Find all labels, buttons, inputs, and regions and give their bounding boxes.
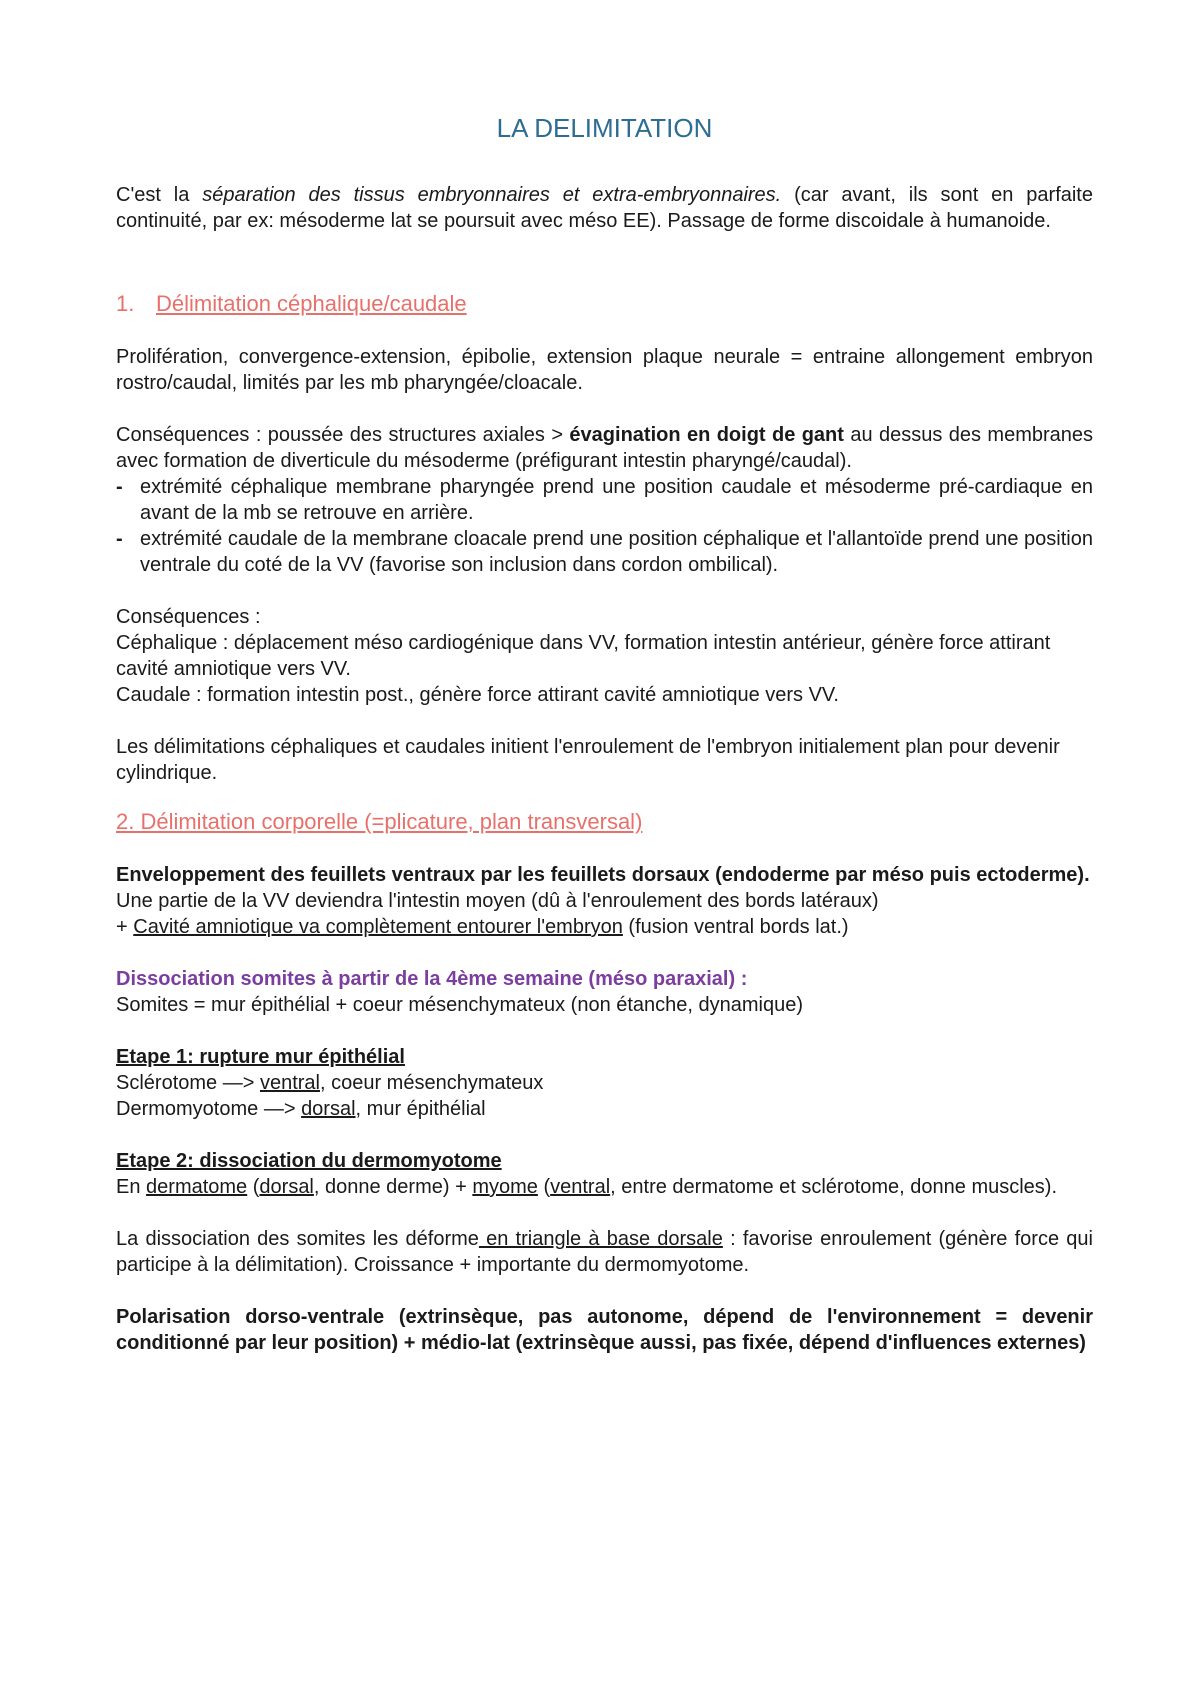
triangle-paragraph — [116, 1226, 1093, 1278]
dash-bullet: - — [116, 476, 123, 498]
etape-1-line-1 — [116, 1070, 1093, 1096]
etape-1-l2-u: dorsal — [301, 1098, 356, 1120]
section-2-line-2 — [116, 914, 1093, 940]
e2-en: En — [116, 1176, 147, 1198]
list-item-text: extrémité céphalique membrane pharyngée prend une position caudale et mésoderme pré-cardiaque en avant de la mb se retrouve en arrière. — [140, 476, 1093, 524]
etape-1-l1-u: ventral — [259, 1072, 320, 1094]
e2-end: , entre dermatome et sclérotome, donne muscles). — [610, 1176, 1058, 1198]
list-item-text: extrémité caudale de la membrane cloacale prend une position céphalique et l'allantoïde prend une position ventrale du coté de la VV (favorise son inclusion dans cordon ombilical). — [140, 528, 1093, 576]
section-1-number: 1. — [116, 291, 135, 316]
p2-text-c: au dessus des membranes avec formation de diverticule du mésoderme (préfigurant intestin pharyngé/caudal). — [116, 424, 1094, 472]
etape-1-l1-a: Sclérotome —> — [116, 1072, 260, 1094]
section-1-heading — [116, 290, 1093, 318]
section-1-conclusion: Les délimitations céphaliques et caudales initient l'enroulement de l'embryon initialement plan pour devenir cylindrique. — [116, 736, 1060, 784]
etape-2-heading: Etape 2: dissociation du dermomyotome — [116, 1150, 502, 1172]
e2-donne-derme: , donne derme) + — [313, 1176, 473, 1198]
list-item — [116, 526, 1093, 578]
intro-text-2: (car avant, ils sont en parfaite continuité, par ex: mésoderme lat se poursuit avec méso EE). Passage de forme discoidale à humanoide. — [116, 184, 1093, 232]
triangle-underlined: en triangle à base dorsale — [478, 1228, 723, 1250]
e2-paren-2: ( — [537, 1176, 551, 1198]
intro-paragraph — [116, 182, 1093, 234]
section-1-paragraph-1: Prolifération, convergence-extension, épibolie, extension plaque neurale = entraine allongement embryon rostro/caudal, limités par les mb pharyngée/cloacale. — [116, 346, 1093, 394]
p2-text-a: Conséquences : poussée des structures axiales > — [116, 424, 570, 446]
section-1-bullet-list — [116, 474, 1093, 578]
etape-1-l1-b: , coeur mésenchymateux — [319, 1072, 544, 1094]
e2-dermatome: dermatome — [146, 1176, 248, 1198]
etape-1-line-2 — [116, 1096, 1093, 1122]
somites-heading: Dissociation somites à partir de la 4ème semaine (méso paraxial) : — [116, 968, 748, 990]
dash-bullet: - — [116, 528, 123, 550]
e2-myome: myome — [472, 1176, 538, 1198]
list-item — [116, 474, 1093, 526]
intro-emphasis: séparation des tissus embryonnaires et extra-embryonnaires. — [202, 184, 782, 206]
consequences-cephalique: Céphalique : déplacement méso cardiogénique dans VV, formation intestin antérieur, génère force attirant cavité amniotique vers VV. — [116, 632, 1051, 680]
section-1-title: Délimitation céphalique/caudale — [156, 291, 467, 316]
etape-1-heading: Etape 1: rupture mur épithélial — [116, 1046, 405, 1068]
somites-definition: Somites = mur épithélial + coeur mésenchymateux (non étanche, dynamique) — [116, 994, 804, 1016]
line-2-underlined: Cavité amniotique va complètement entourer l'embryon — [133, 916, 623, 938]
e2-ventral: ventral — [550, 1176, 611, 1198]
triangle-a: La dissociation des somites les déforme — [116, 1228, 479, 1250]
intro-text-1: C'est la — [116, 184, 203, 206]
line-2-text: (fusion ventral bords lat.) — [622, 916, 849, 938]
section-2-bold-statement: Enveloppement des feuillets ventraux par les feuillets dorsaux (endoderme par méso puis ectoderme). — [116, 864, 1090, 886]
e2-paren: ( — [247, 1176, 260, 1198]
consequences-label: Conséquences : — [116, 606, 261, 628]
consequences-caudale: Caudale : formation intestin post., génère force attirant cavité amniotique vers VV. — [116, 684, 839, 706]
polarisation-paragraph: Polarisation dorso-ventrale (extrinsèque, pas autonome, dépend de l'environnement = devenir conditionné par leur position) + médio-lat (extrinsèque aussi, pas fixée, dépend d'influences externes) — [116, 1306, 1093, 1354]
section-2-line-1: Une partie de la VV deviendra l'intestin moyen (dû à l'enroulement des bords latéraux) — [116, 890, 879, 912]
line-2-plus: + — [116, 916, 134, 938]
section-1-paragraph-2 — [116, 422, 1093, 474]
p2-bold: évagination en doigt de gant — [569, 424, 844, 446]
etape-1-l2-a: Dermomyotome —> — [116, 1098, 302, 1120]
triangle-b: : favorise enroulement (génère force qui participe à la délimitation). Croissance + importante du dermomyotome. — [116, 1228, 1093, 1276]
section-2-heading: 2. Délimitation corporelle (=plicature, plan transversal) — [116, 809, 643, 834]
etape-1-l2-b: , mur épithélial — [355, 1098, 486, 1120]
page-title: LA DELIMITATION — [496, 113, 713, 143]
etape-2-paragraph — [116, 1174, 1093, 1200]
e2-dorsal: dorsal — [259, 1176, 314, 1198]
